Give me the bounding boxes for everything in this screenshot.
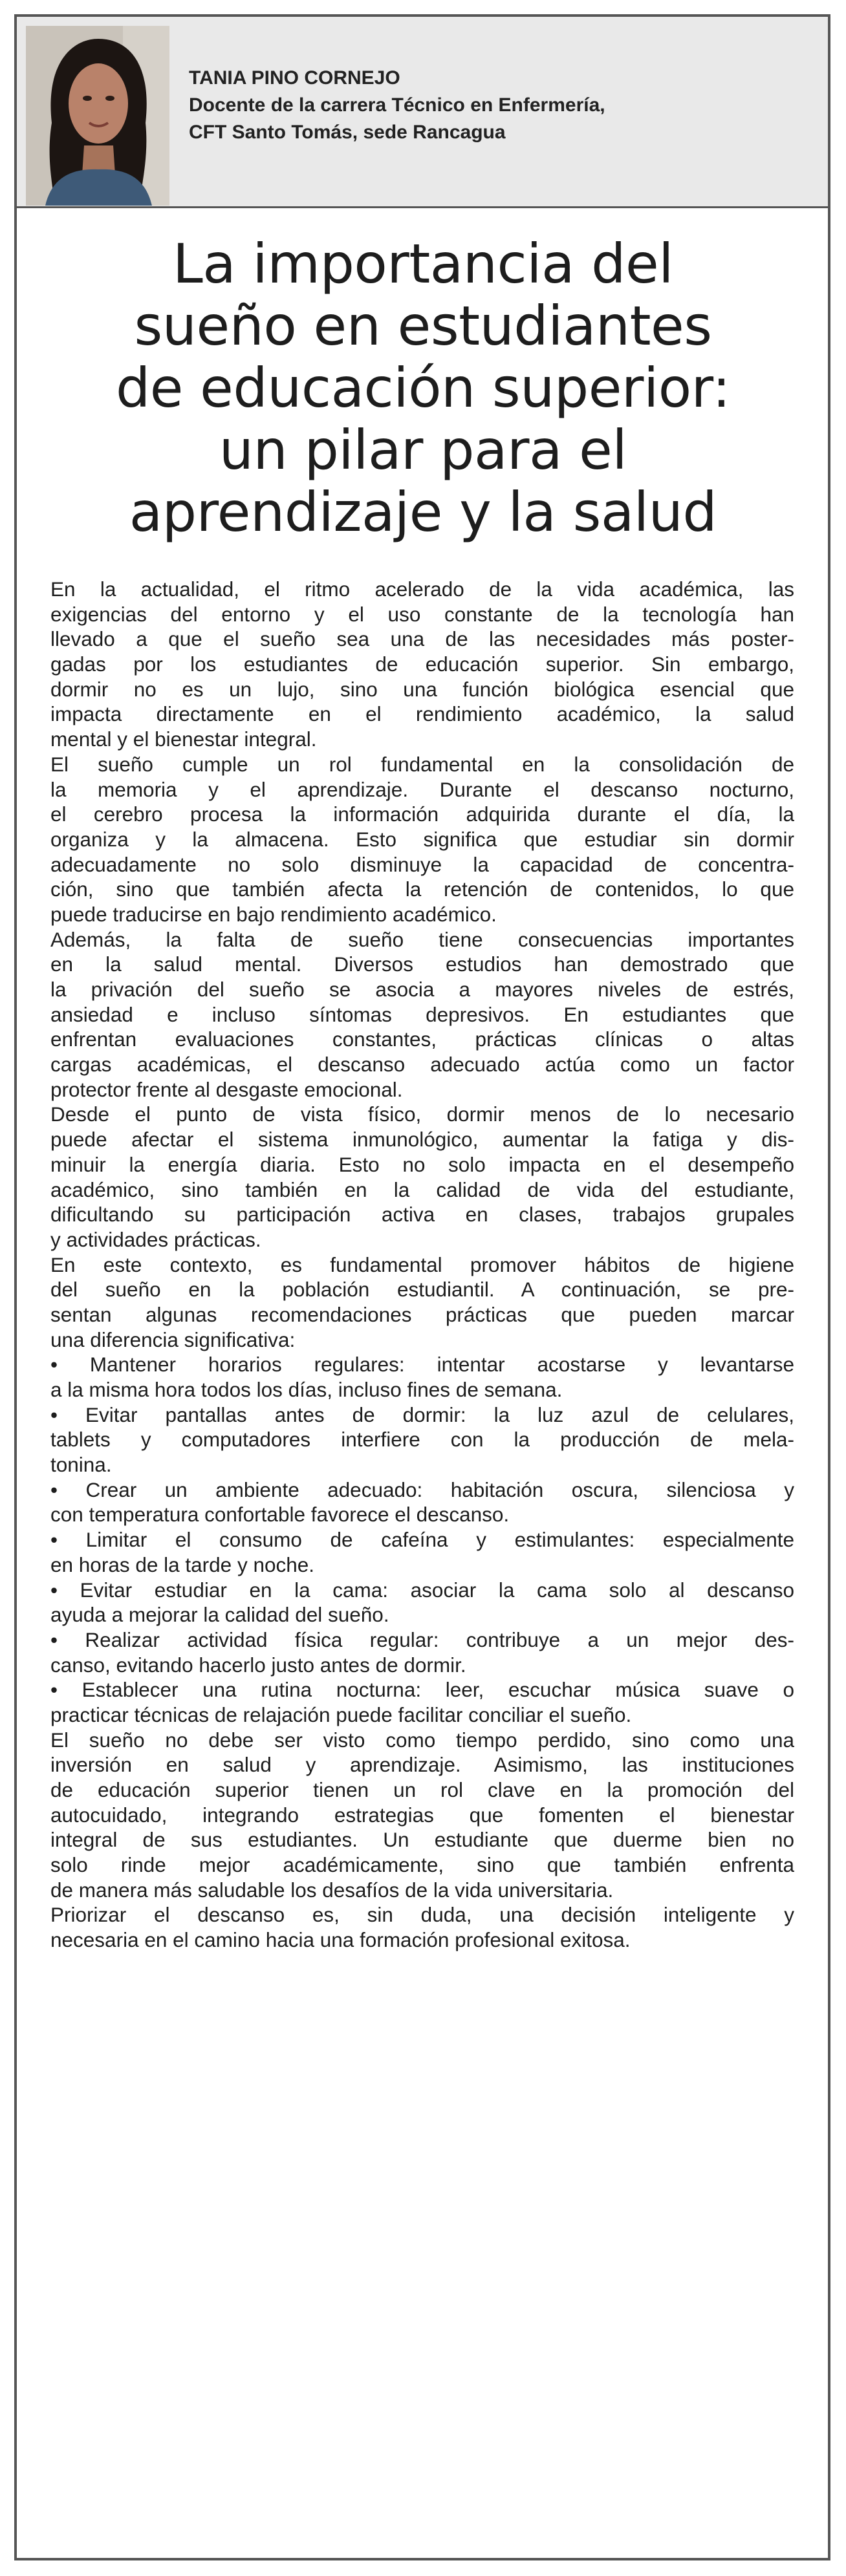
body-line: gadas por los estudiantes de educación superior. Sin embargo,	[50, 652, 794, 676]
body-line: organiza y la almacena. Esto significa que estudiar sin dormir	[50, 827, 794, 851]
body-line: el cerebro procesa la información adquirida durante el día, la	[50, 802, 794, 826]
body-line: • Limitar el consumo de cafeína y estimulantes: especialmente	[50, 1528, 794, 1552]
body-line: en horas de la tarde y noche.	[50, 1552, 315, 1576]
body-line: necesaria en el camino hacia una formación profesional exitosa.	[50, 1928, 631, 1952]
body-line: enfrentan evaluaciones constantes, prácticas clínicas o altas	[50, 1027, 794, 1051]
title-line: aprendizaje y la salud	[129, 480, 717, 544]
body-line: la memoria y el aprendizaje. Durante el descanso nocturno,	[50, 777, 794, 801]
author-institution: CFT Santo Tomás, sede Rancagua	[189, 122, 506, 143]
body-line: impacta directamente en el rendimiento académico, la salud	[50, 702, 794, 726]
body-line: Desde el punto de vista físico, dormir menos de lo necesario	[50, 1102, 794, 1126]
body-line: autocuidado, integrando estrategias que fomenten el bienestar	[50, 1803, 794, 1827]
body-line: ción, sino que también afecta la retención de contenidos, lo que	[50, 877, 794, 901]
body-line: en la salud mental. Diversos estudios han demostrado que	[50, 952, 794, 976]
body-line: puede afectar el sistema inmunológico, aumentar la fatiga y dis-	[50, 1128, 794, 1152]
title-line: La importancia del	[172, 232, 674, 295]
body-line: Además, la falta de sueño tiene consecuencias importantes	[50, 927, 794, 951]
body-line: a la misma hora todos los días, incluso fines de semana.	[50, 1378, 563, 1401]
body-line: cargas académicas, el descanso adecuado actúa como un factor	[50, 1053, 794, 1077]
body-line: En este contexto, es fundamental promover hábitos de higiene	[50, 1252, 794, 1276]
title-line: de educación superior:	[115, 356, 731, 420]
body-line: tablets y computadores interfiere con la producción de mela-	[50, 1428, 794, 1452]
body-line: • Realizar actividad física regular: contribuye a un mejor des-	[50, 1627, 794, 1651]
body-line: y actividades prácticas.	[50, 1227, 261, 1251]
body-line: exigencias del entorno y el uso constante de la tecnología han	[50, 602, 794, 626]
body-line: Priorizar el descanso es, sin duda, una decisión inteligente y	[50, 1903, 794, 1927]
body-line: de manera más saludable los desafíos de la vida universitaria.	[50, 1878, 614, 1902]
body-line: de educación superior tienen un rol clave en la promoción del	[50, 1778, 794, 1801]
author-name: TANIA PINO CORNEJO	[189, 67, 400, 89]
body-line: la privación del sueño se asocia a mayores niveles de estrés,	[50, 978, 794, 1001]
body-line: El sueño no debe ser visto como tiempo perdido, sino como una	[50, 1728, 794, 1752]
body-line: sentan algunas recomendaciones prácticas que pueden marcar	[50, 1302, 794, 1326]
body-line: • Crear un ambiente adecuado: habitación oscura, silenciosa y	[50, 1477, 794, 1501]
body-line: dormir no es un lujo, sino una función biológica esencial que	[50, 677, 794, 701]
body-line: dificultando su participación activa en clases, trabajos grupales	[50, 1203, 794, 1227]
body-line: integral de sus estudiantes. Un estudiante que duerme bien no	[50, 1828, 794, 1852]
title-line: sueño en estudiantes	[134, 294, 712, 358]
body-line: una diferencia significativa:	[50, 1327, 296, 1351]
body-line: • Evitar estudiar en la cama: asociar la cama solo al descanso	[50, 1578, 794, 1602]
body-line: En la actualidad, el ritmo acelerado de la vida académica, las	[50, 577, 794, 601]
body-line: • Establecer una rutina nocturna: leer, escuchar música suave o	[50, 1678, 794, 1702]
body-line: minuir la energía diaria. Esto no solo impacta en el desempeño	[50, 1152, 794, 1176]
body-line: llevado a que el sueño sea una de las necesidades más poster-	[50, 627, 794, 651]
body-line: adecuadamente no solo disminuye la capacidad de concentra-	[50, 852, 794, 876]
body-line: protector frente al desgaste emocional.	[50, 1077, 403, 1101]
body-line: practicar técnicas de relajación puede facilitar conciliar el sueño.	[50, 1702, 632, 1726]
body-line: ansiedad e incluso síntomas depresivos. En estudiantes que	[50, 1002, 794, 1026]
body-line: académico, sino también en la calidad de vida del estudiante,	[50, 1177, 794, 1201]
body-line: • Evitar pantallas antes de dormir: la luz azul de celulares,	[50, 1402, 794, 1426]
body-line: • Mantener horarios regulares: intentar acostarse y levantarse	[50, 1353, 794, 1377]
author-role: Docente de la carrera Técnico en Enfermería,	[189, 94, 605, 116]
body-line: tonina.	[50, 1453, 112, 1477]
body-line: inversión en salud y aprendizaje. Asimismo, las instituciones	[50, 1753, 794, 1777]
body-line: puede traducirse en bajo rendimiento académico.	[50, 902, 497, 926]
body-line: mental y el bienestar integral.	[50, 727, 317, 751]
page-frame	[14, 14, 830, 2560]
body-line: solo rinde mejor académicamente, sino que también enfrenta	[50, 1853, 794, 1877]
body-line: El sueño cumple un rol fundamental en la consolidación de	[50, 752, 794, 776]
body-line: ayuda a mejorar la calidad del sueño.	[50, 1603, 389, 1627]
body-line: con temperatura confortable favorece el descanso.	[50, 1503, 510, 1527]
body-line: canso, evitando hacerlo justo antes de dormir.	[50, 1653, 466, 1677]
title-line: un pilar para el	[219, 418, 627, 482]
body-line: del sueño en la población estudiantil. A continuación, se pre-	[50, 1278, 794, 1302]
